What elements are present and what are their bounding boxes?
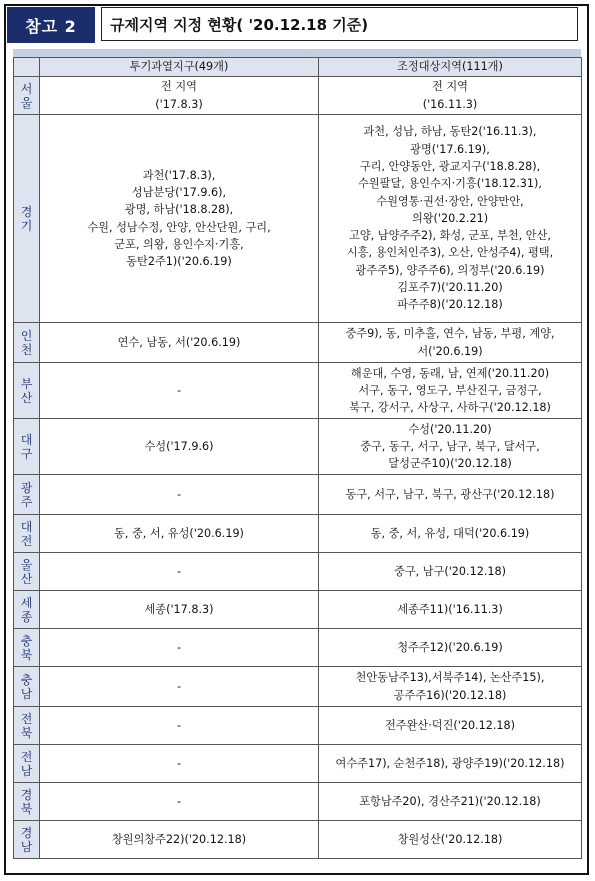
adjustment-cell: 세종주11)('16.11.3) (319, 591, 582, 629)
table-row (14, 115, 582, 323)
column-header-adjustment: 조정대상지역(111개) (319, 58, 582, 77)
page-title: 규제지역 지정 현황( '20.12.18 기준) (101, 7, 578, 41)
region-cell: 충 남 (14, 667, 40, 707)
table-row (14, 821, 582, 859)
column-header-overheated: 투기과열지구(49개) (40, 58, 319, 77)
table-row (14, 745, 582, 783)
table-row (14, 419, 582, 475)
adjustment-cell: 창원성산('20.12.18) (319, 821, 582, 859)
adjustment-cell: 천안동남주13),서북주14), 논산주15), 공주주16)('20.12.18) (319, 667, 582, 707)
adjustment-cell: 전주완산·덕진('20.12.18) (319, 707, 582, 745)
overheated-cell: 창원의창주22)('20.12.18) (40, 821, 319, 859)
overheated-cell: - (40, 553, 319, 591)
table-row (14, 553, 582, 591)
adjustment-cell: 여수주17), 순천주18), 광양주19)('20.12.18) (319, 745, 582, 783)
overheated-cell: 연수, 남동, 서('20.6.19) (40, 323, 319, 363)
adjustment-cell: 전 지역 ('16.11.3) (319, 77, 582, 115)
region-cell: 전 북 (14, 707, 40, 745)
region-cell: 광 주 (14, 475, 40, 515)
regulated-areas-table (13, 57, 582, 859)
region-cell: 전 남 (14, 745, 40, 783)
region-cell: 경 기 (14, 115, 40, 323)
table-row (14, 475, 582, 515)
table-row (14, 323, 582, 363)
overheated-cell: - (40, 475, 319, 515)
reference-badge: 참고 2 (7, 7, 95, 43)
region-cell: 경 북 (14, 783, 40, 821)
overheated-cell: 전 지역 ('17.8.3) (40, 77, 319, 115)
overheated-cell: 과천('17.8.3), 성남분당('17.9.6), 광명, 하남('18.8.28), 수원, 성남수정, 안양, 안산단원, 구리, 군포, 의왕, 용인수지·기흥, 동탄2주1)('20.6.19) (40, 115, 319, 323)
overheated-cell: - (40, 667, 319, 707)
table-row (14, 363, 582, 419)
overheated-cell: - (40, 707, 319, 745)
adjustment-cell: 포항남주20), 경산주21)('20.12.18) (319, 783, 582, 821)
document-header (7, 7, 578, 43)
overheated-cell: - (40, 629, 319, 667)
table-row (14, 707, 582, 745)
adjustment-cell: 수성('20.11.20) 중구, 동구, 서구, 남구, 북구, 달서구, 달성군주10)('20.12.18) (319, 419, 582, 475)
table-row (14, 515, 582, 553)
table-row (14, 591, 582, 629)
overheated-cell: 동, 중, 서, 유성('20.6.19) (40, 515, 319, 553)
region-cell: 세 종 (14, 591, 40, 629)
header-region-cell (14, 58, 40, 77)
overheated-cell: 세종('17.8.3) (40, 591, 319, 629)
header-divider-bar (13, 49, 581, 57)
adjustment-cell: 청주주12)('20.6.19) (319, 629, 582, 667)
table-header-row (14, 58, 582, 77)
overheated-cell: 수성('17.9.6) (40, 419, 319, 475)
region-cell: 울 산 (14, 553, 40, 591)
region-cell: 부 산 (14, 363, 40, 419)
table-row (14, 629, 582, 667)
region-cell: 서 울 (14, 77, 40, 115)
table-body (14, 77, 582, 859)
table-row (14, 783, 582, 821)
adjustment-cell: 동구, 서구, 남구, 북구, 광산구('20.12.18) (319, 475, 582, 515)
overheated-cell: - (40, 783, 319, 821)
adjustment-cell: 과천, 성남, 하남, 동탄2('16.11.3), 광명('17.6.19), 구리, 안양동안, 광교지구('18.8.28), 수원팔달, 용인수지·기흥('18.12.31), 수원영통·권선·장안, 안양만안, 의왕('20.2.21) 고양, 남양주주2), 화성, 군포, 부천, 안산, 시흥, 용인처인주3), 오산, 안성주4), 평택, 광주주5), 양주주6), 의정부('20.6.19) 김포주7)('20.11.20) 파주주8)('20.12.18) (319, 115, 582, 323)
table-row (14, 667, 582, 707)
overheated-cell: - (40, 363, 319, 419)
adjustment-cell: 중주9), 동, 미추홀, 연수, 남동, 부평, 계양, 서('20.6.19) (319, 323, 582, 363)
table-row (14, 77, 582, 115)
region-cell: 대 구 (14, 419, 40, 475)
region-cell: 대 전 (14, 515, 40, 553)
overheated-cell: - (40, 745, 319, 783)
adjustment-cell: 중구, 남구('20.12.18) (319, 553, 582, 591)
adjustment-cell: 동, 중, 서, 유성, 대덕('20.6.19) (319, 515, 582, 553)
region-cell: 경 남 (14, 821, 40, 859)
region-cell: 인 천 (14, 323, 40, 363)
region-cell: 충 북 (14, 629, 40, 667)
adjustment-cell: 해운대, 수영, 동래, 남, 연제('20.11.20) 서구, 동구, 영도구, 부산진구, 금정구, 북구, 강서구, 사상구, 사하구('20.12.18) (319, 363, 582, 419)
